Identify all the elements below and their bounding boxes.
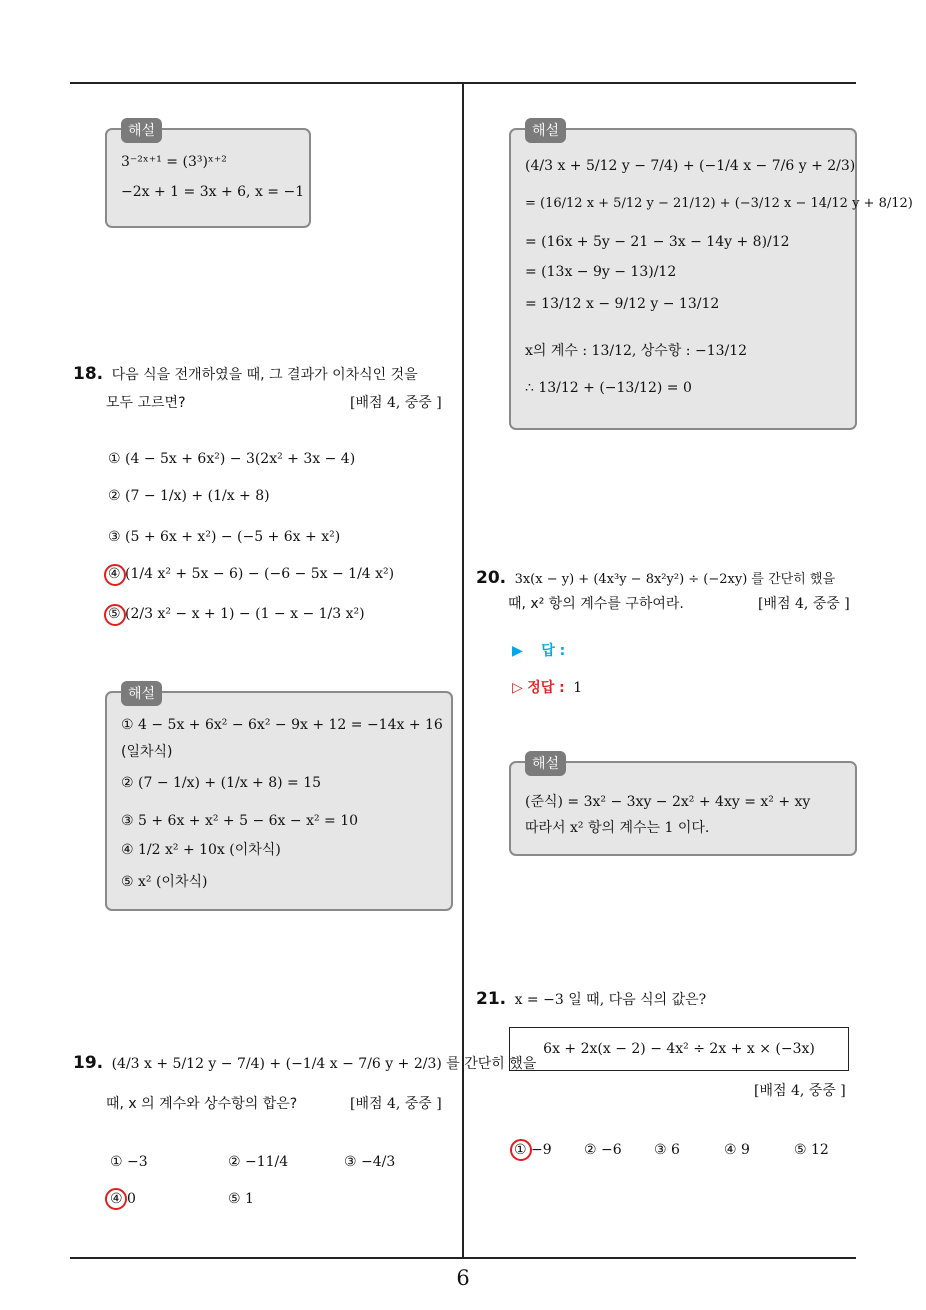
q19-sol-line3: = (16x + 5y − 21 − 3x − 14y + 8)/12 <box>525 234 790 250</box>
q19-sol-line2: = (16/12 x + 5/12 y − 21/12) + (−3/12 x − 14/12 y + 8/12) <box>525 196 913 211</box>
q19-expr: (4/3 x + 5/12 y − 7/4) + (−1/4 x − 7/6 y + 2/3) <box>111 1056 442 1072</box>
q21-expression-box <box>509 1027 849 1071</box>
q18-sol-line2: (일차식) <box>121 744 173 760</box>
q20-answer-label: 답 : <box>541 643 566 659</box>
explain-tag: 해설 <box>121 118 162 143</box>
q19-choice-5[interactable]: ⑤ 1 <box>228 1191 254 1207</box>
q19-sol-line5: = 13/12 x − 9/12 y − 13/12 <box>525 296 720 312</box>
q21-number: 21. <box>476 989 507 1009</box>
q19-number: 19. <box>73 1053 104 1073</box>
q18-sol-line1: ① 4 − 5x + 6x² − 6x² − 9x + 12 = −14x + 16 <box>121 717 443 733</box>
q21-choice-4[interactable]: ④ 9 <box>724 1142 750 1158</box>
q18-number: 18. <box>73 364 104 384</box>
q18-sol-line4: ③ 5 + 6x + x² + 5 − 6x − x² = 10 <box>121 813 359 829</box>
play-icon: ▶ <box>512 643 523 659</box>
q19-text-line2: 때, x 의 계수와 상수항의 합은? <box>106 1096 298 1112</box>
q18-score: [배점 4, 중중 ] <box>350 395 442 411</box>
q19-choice-2[interactable]: ② −11/4 <box>228 1154 289 1170</box>
q20-correct-value: 1 <box>573 680 583 696</box>
q17-sol-line1: 3⁻²ˣ⁺¹ = (3³)ˣ⁺² <box>121 154 227 170</box>
q19-sol-line6: x의 계수 : 13/12, 상수항 : −13/12 <box>525 343 748 359</box>
q20-sol-line2: 따라서 x² 항의 계수는 1 이다. <box>525 820 710 836</box>
q18-sol-line5: ④ 1/2 x² + 10x (이차식) <box>121 842 281 858</box>
q20-text-line1: 3x(x − y) + (4x³y − 8x²y²) ÷ (−2xy) 를 간단히 했을 <box>514 572 836 587</box>
q21-stem <box>476 991 706 1008</box>
q18-choice-3[interactable]: ③ (5 + 6x + x²) − (−5 + 6x + x²) <box>108 529 341 545</box>
page-number: 6 <box>456 1266 470 1290</box>
column-divider <box>462 84 464 1257</box>
q20-number: 20. <box>476 568 507 588</box>
q19-sol-line7: ∴ 13/12 + (−13/12) = 0 <box>525 380 692 396</box>
q18-sol-line6: ⑤ x² (이차식) <box>121 874 208 890</box>
q19-choice-4[interactable]: ④ 0 <box>110 1191 136 1207</box>
q19-choice-3[interactable]: ③ −4/3 <box>344 1154 396 1170</box>
q18-solution-box <box>105 686 453 911</box>
q20-score: [배점 4, 중중 ] <box>758 596 850 612</box>
q20-correct-label: 정답 : <box>527 680 565 696</box>
q18-choice-4[interactable]: ④ (1/4 x² + 5x − 6) − (−6 − 5x − 1/4 x²) <box>108 566 395 582</box>
q18-choice-5[interactable]: ⑤ (2/3 x² − x + 1) − (1 − x − 1/3 x²) <box>108 606 365 622</box>
q19-stem <box>73 1055 536 1072</box>
q18-text-line1: 다음 식을 전개하였을 때, 그 결과가 이차식인 것을 <box>111 367 418 383</box>
q18-stem <box>73 366 418 383</box>
q21-choice-5[interactable]: ⑤ 12 <box>794 1142 829 1158</box>
q21-score: [배점 4, 중중 ] <box>754 1083 846 1099</box>
q18-choice-2[interactable]: ② (7 − 1/x) + (1/x + 8) <box>108 488 270 504</box>
q21-text: x = −3 일 때, 다음 식의 값은? <box>514 992 707 1008</box>
q19-text-tail: 를 간단히 했을 <box>446 1056 537 1072</box>
q18-text-line2: 모두 고르면? <box>106 395 186 411</box>
q20-text-line2: 때, x² 항의 계수를 구하여라. <box>508 596 684 612</box>
q21-choice-1[interactable]: ① −9 <box>514 1142 552 1158</box>
q19-choice-1[interactable]: ① −3 <box>110 1154 148 1170</box>
q21-choice-3[interactable]: ③ 6 <box>654 1142 680 1158</box>
q19-sol-line1: (4/3 x + 5/12 y − 7/4) + (−1/4 x − 7/6 y + 2/3) <box>525 158 856 174</box>
q20-answer-row <box>512 640 565 660</box>
q20-sol-line1: (준식) = 3x² − 3xy − 2x² + 4xy = x² + xy <box>525 794 811 810</box>
q20-correct-row <box>512 677 582 697</box>
q17-solution-box <box>105 123 311 228</box>
q20-solution-box <box>509 756 857 856</box>
q19-sol-line4: = (13x − 9y − 13)/12 <box>525 264 677 280</box>
explain-tag: 해설 <box>525 751 566 776</box>
q20-stem <box>476 570 835 587</box>
explain-tag: 해설 <box>121 681 162 706</box>
q19-score: [배점 4, 중중 ] <box>350 1096 442 1112</box>
q19-solution-box <box>509 123 913 430</box>
q21-choice-2[interactable]: ② −6 <box>584 1142 622 1158</box>
explain-tag: 해설 <box>525 118 566 143</box>
q21-boxed-expr: 6x + 2x(x − 2) − 4x² ÷ 2x + x × (−3x) <box>543 1041 815 1057</box>
q17-sol-line2: −2x + 1 = 3x + 6, x = −1 <box>121 184 305 200</box>
bottom-rule <box>70 1257 856 1259</box>
triangle-outline-icon: ▷ <box>512 680 523 696</box>
q18-choice-1[interactable]: ① (4 − 5x + 6x²) − 3(2x² + 3x − 4) <box>108 451 356 467</box>
q18-sol-line3: ② (7 − 1/x) + (1/x + 8) = 15 <box>121 775 322 791</box>
